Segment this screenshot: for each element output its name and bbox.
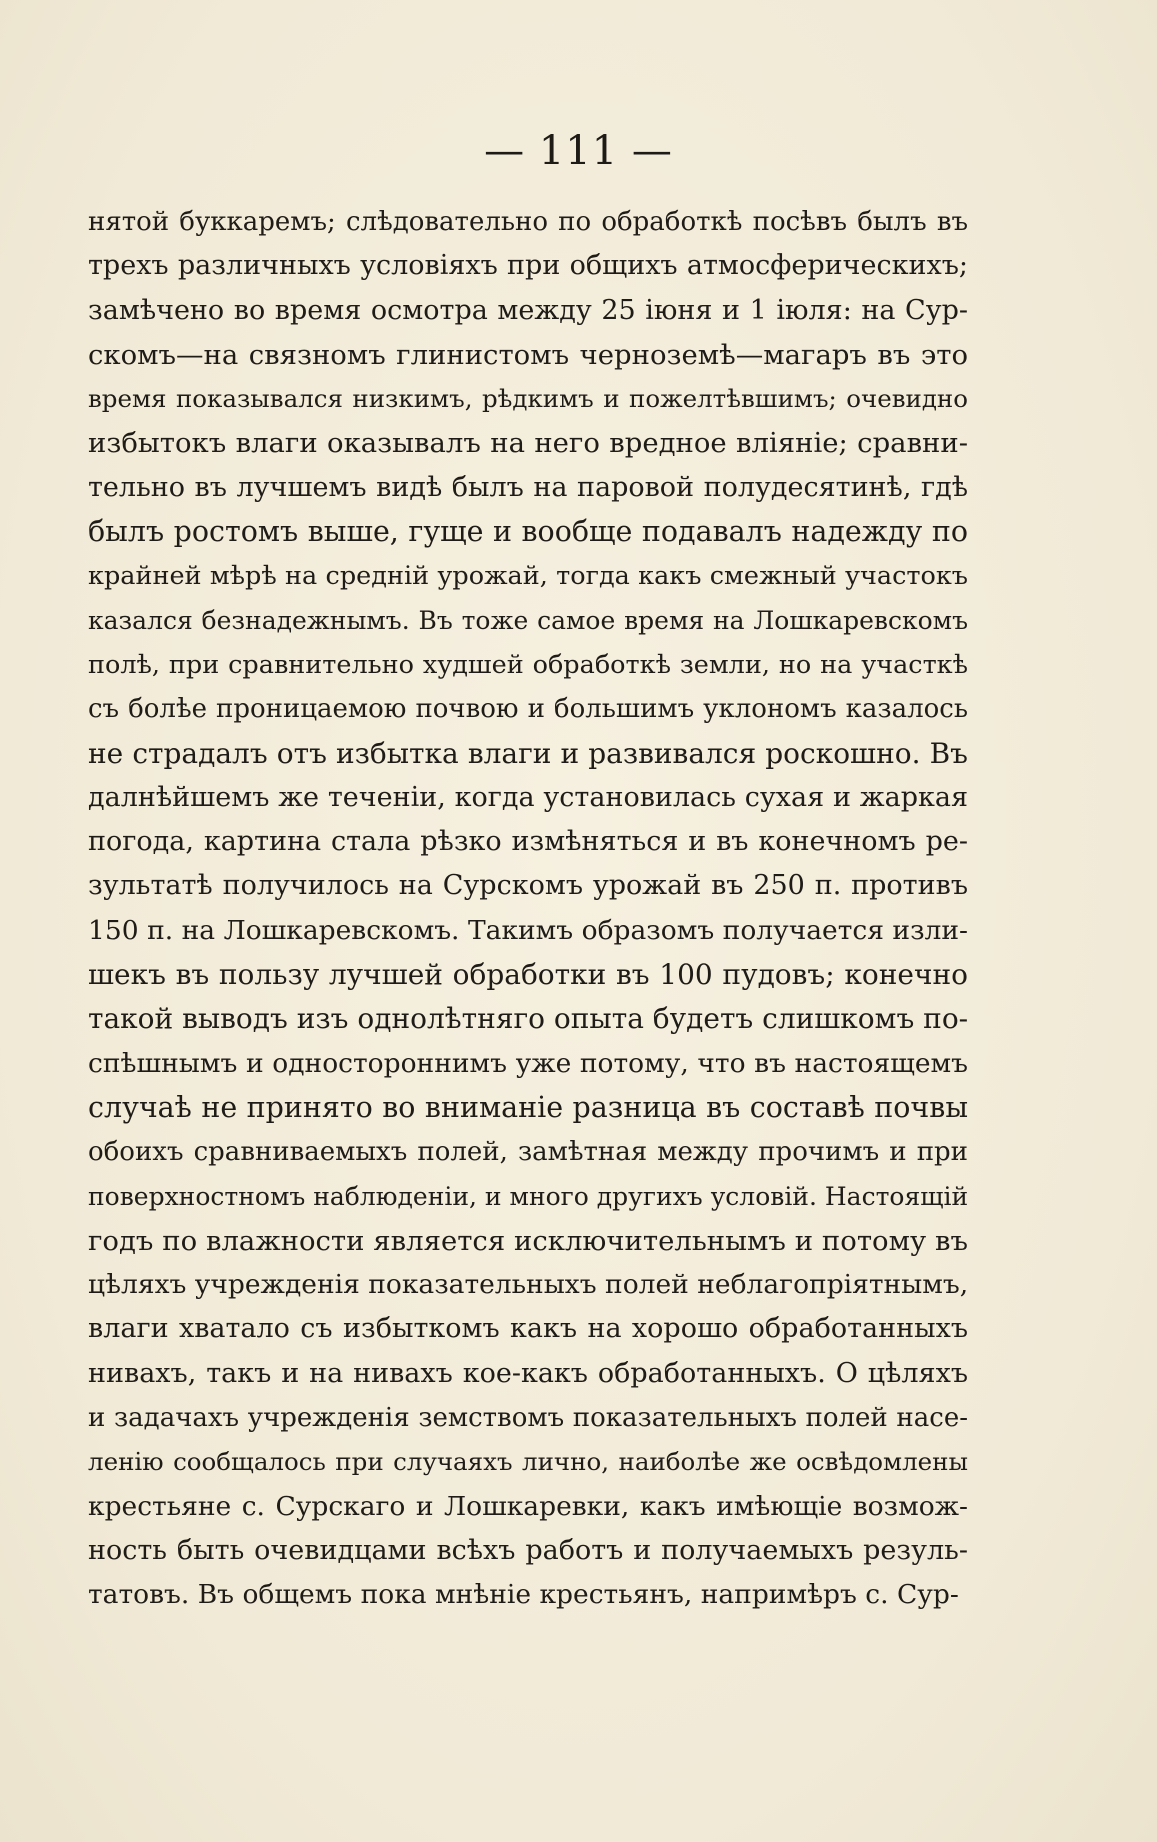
text-line: и задачахъ учрежденія земствомъ показательныхъ полей насе-	[88, 1403, 968, 1434]
text-line: трехъ различныхъ условіяхъ при общихъ атмосферическихъ;	[88, 250, 968, 282]
text-line: такой выводъ изъ однолѣтняго опыта будетъ слишкомъ по-	[88, 1002, 968, 1036]
text-line: цѣляхъ учрежденія показательныхъ полей неблагопріятнымъ,	[88, 1269, 968, 1301]
text-line: тельно въ лучшемъ видѣ былъ на паровой полудесятинѣ, гдѣ	[88, 471, 968, 503]
text-line: съ болѣе проницаемою почвою и большимъ уклономъ казалось	[88, 694, 968, 725]
text-line: влаги хватало съ избыткомъ какъ на хорошо обработанныхъ	[88, 1313, 968, 1345]
text-line: поверхностномъ наблюденіи, и много другихъ условій. Настоящій	[88, 1181, 968, 1211]
text-line: крестьяне с. Сурскаго и Лошкаревки, какъ имѣющіе возмож-	[88, 1490, 968, 1522]
text-line: нятой буккаремъ; слѣдовательно по обработкѣ посѣвъ былъ въ	[88, 207, 968, 237]
text-line: татовъ. Въ общемъ пока мнѣніе крестьянъ, напримѣръ с. Сур-	[88, 1579, 959, 1611]
text-line: обоихъ сравниваемыхъ полей, замѣтная между прочимъ и при	[88, 1137, 968, 1168]
body-text	[88, 200, 968, 1618]
text-line: 150 п. на Лошкаревскомъ. Такимъ образомъ получается изли-	[88, 914, 968, 946]
text-line: зультатѣ получилось на Сурскомъ урожай въ 250 п. противъ	[88, 870, 968, 902]
text-line: казался безнадежнымъ. Въ тоже самое время на Лошкаревскомъ	[88, 605, 968, 635]
text-line: погода, картина стала рѣзко измѣняться и въ конечномъ ре-	[88, 826, 968, 858]
text-line: избытокъ влаги оказывалъ на него вредное вліяніе; сравни-	[88, 427, 968, 460]
text-line: полѣ, при сравнительно худшей обработкѣ земли, но на участкѣ	[88, 649, 968, 680]
text-line: крайней мѣрѣ на средній урожай, тогда какъ смежный участокъ	[88, 561, 968, 592]
text-line: ленію сообщалось при случаяхъ лично, наиболѣе же освѣдомлены	[88, 1447, 968, 1477]
text-line: годъ по влажности является исключительнымъ и потому въ	[88, 1224, 968, 1257]
text-line: шекъ въ пользу лучшей обработки въ 100 пудовъ; конечно	[88, 958, 968, 992]
page-number: — 111 —	[484, 128, 673, 174]
text-line: не страдалъ отъ избытка влаги и развивался роскошно. Въ	[88, 736, 968, 770]
text-line: спѣшнымъ и одностороннимъ уже потому, что въ настоящемъ	[88, 1047, 968, 1079]
text-line: случаѣ не принято во вниманіе разница въ составѣ почвы	[88, 1090, 968, 1124]
text-line: далнѣйшемъ же теченіи, когда установилась сухая и жаркая	[88, 781, 968, 813]
text-line: ность быть очевидцами всѣхъ работъ и получаемыхъ резуль-	[88, 1534, 968, 1566]
text-line: время показывался низкимъ, рѣдкимъ и пожелтѣвшимъ; очевидно	[88, 384, 968, 414]
text-line: скомъ—на связномъ глинистомъ черноземѣ—магаръ въ это	[88, 338, 968, 371]
text-line: замѣчено во время осмотра между 25 іюня и 1 іюля: на Сур-	[88, 294, 968, 326]
text-line: былъ ростомъ выше, гуще и вообще подавалъ надежду по	[88, 515, 968, 549]
text-line: нивахъ, такъ и на нивахъ кое-какъ обработанныхъ. О цѣляхъ	[88, 1357, 968, 1389]
